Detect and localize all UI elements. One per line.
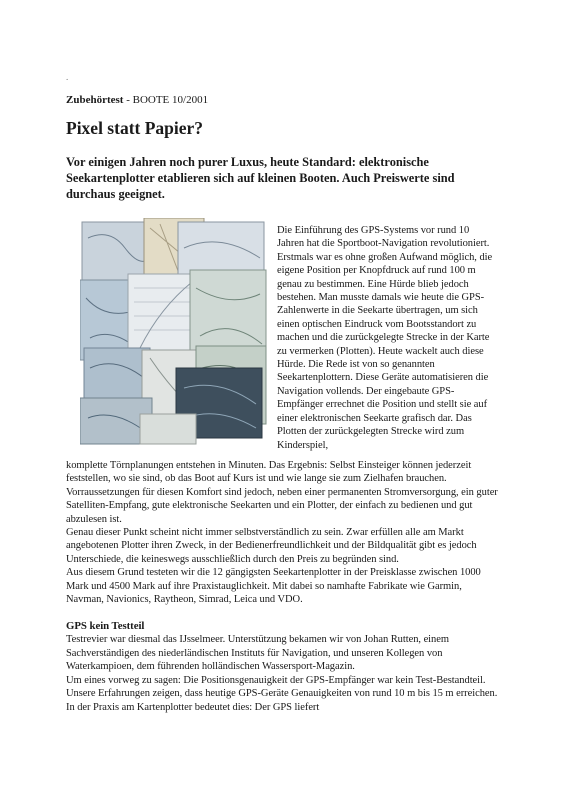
paragraph-3: Genau dieser Punkt scheint nicht immer selbstverständlich zu sein. Zwar erfüllen alle am Markt angebotenen Plotter ihren Zweck, in der Bedienerfreundlichkeit und der Bildqualität gibt es jedoch Unterschiede, die keineswegs ausschließlich durch den Preis zu begründen sind.: [66, 527, 477, 565]
article-lead: Vor einigen Jahren noch purer Luxus, heute Standard: elektronische Seekartenplotter etablieren sich auf kleinen Booten. Auch Preiswerte sind durchaus geeignet.: [66, 155, 455, 201]
section-heading: GPS kein Testteil: [66, 620, 145, 633]
paragraph-4: Aus diesem Grund testeten wir die 12 gängigsten Seekartenplotter in der Preisklasse zwischen 1000 Mark und 4500 Mark auf ihre Praxistauglichkeit. Mit dabei so namhafte Fabrikate wie Garmin, Navman, Navionics, Raytheon, Simrad, Leica und VDO.: [66, 567, 481, 606]
paragraph-5: Testrevier war diesmal das IJsselmeer. Unterstützung bekamen wir von Johan Rutten, einem Sachverständigen des niederländischen Instituts für Navigation, und unseren Kollegen von Waterkampioen, dem führenden holländischen Wassersport-Magazin.: [66, 634, 449, 673]
article-body: [66, 459, 498, 714]
article-title: Pixel statt Papier?: [66, 118, 204, 138]
paragraph-2: Vorraussetzungen für diesen Komfort sind jedoch, neben einer permanenten Stromversorgung, ein guter Satelliten-Empfang, gute elektronische Seekarten und ein Plotter, der einfach zu bedienen und gut abzulesen ist.: [66, 486, 498, 525]
kicker-issue: - BOOTE 10/2001: [123, 94, 209, 106]
spacer: [66, 606, 498, 619]
page-mark: .: [66, 72, 69, 82]
article-column-text: Die Einführung des GPS-Systems vor rund 10 Jahren hat die Sportboot-Navigation revolutioniert. Erstmals war es ohne großen Aufwand möglich, die eigene Position per Knopfdruck auf rund 100 m genau zu bestimmen. Eine Hürde blieb jedoch bestehen. Man musste damals wie heute die GPS-Zahlenwerte in die Seekarte übertragen, um sich einen optischen Eindruck vom Bootsstandort zu machen und die zurückgelegte Strecke in der Karte zu vermerken (Plotten). Heute wackelt auch diese Hürde. Die Rede ist von so genannten Seekartenplottern. Diese Geräte automatisieren die Navigation vollends. Der eingebaute GPS-Empfänger errechnet die Position und stellt sie auf einer elektronischen Seekarte grafisch dar. Das Plotten der zurückgelegten Strecke wird zum Kinderspiel,: [277, 225, 493, 451]
chart-plotter-collage: [80, 218, 270, 446]
kicker-label: Zubehörtest: [66, 94, 124, 106]
paragraph-6: Um eines vorweg zu sagen: Die Positionsgenauigkeit der GPS-Empfänger war kein Test-Bestandteil. Unsere Erfahrungen zeigen, dass heutige GPS-Geräte Genauigkeiten von rund 10 m bis 15 m erreichen. In der Praxis am Kartenplotter bedeutet dies: Der GPS liefert: [66, 674, 498, 713]
kicker: [66, 94, 208, 106]
paragraph-1: komplette Törnplanungen entstehen in Minuten. Das Ergebnis: Selbst Einsteiger können jederzeit feststellen, wo sie sind, ob das Boot auf Kurs ist und wie lange sie zum Zielhafen brauchen.: [66, 460, 472, 485]
